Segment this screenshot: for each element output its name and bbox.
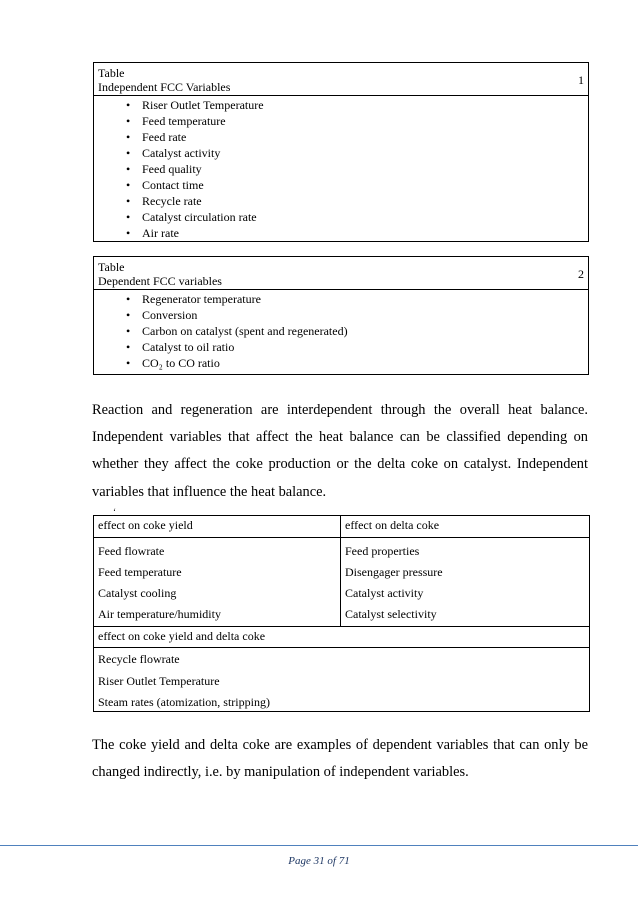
page-number: 31 [313,855,325,867]
bullet-icon: • [126,308,131,322]
header-cell: effect on coke yield [98,518,193,532]
list-item: • Riser Outlet Temperature [126,98,264,112]
table-cell: Catalyst activity [345,586,424,600]
table-independent-variables [93,62,589,242]
bullet-icon: • [126,178,131,192]
table-cell: Recycle flowrate [98,652,180,666]
list-item: • Feed rate [126,130,187,144]
table-cell: Feed flowrate [98,544,165,558]
page-prefix: Page [288,855,311,867]
footer-divider [0,845,638,846]
page-total: 71 [338,855,350,867]
list-item: • Feed quality [126,162,202,176]
table-number: 1 [578,73,584,87]
heat-balance-table [93,515,590,712]
bullet-icon: • [126,114,131,128]
table-label: Table [98,260,125,274]
bullet-icon: • [126,356,131,370]
bullet-icon: • [126,340,131,354]
table-cell: Catalyst selectivity [345,607,437,621]
list-item: • Conversion [126,308,198,322]
table-cell: Feed properties [345,544,420,558]
bullet-icon: • [126,210,131,224]
row-divider [94,537,589,538]
bullet-icon: • [126,162,131,176]
body-paragraph: Reaction and regeneration are interdependent through the overall heat balance. Independent variables that affect the heat balance can be classified depending on whether they affect the coke production or the delta coke on catalyst. Independent variables that influence the heat balance. [92,402,588,500]
table-cell: Riser Outlet Temperature [98,674,220,688]
list-item: • Contact time [126,178,204,192]
bullet-icon: • [126,292,131,306]
list-item: • Air rate [126,226,179,240]
page-footer [0,855,638,867]
table-title: Dependent FCC variables [98,274,222,288]
bullet-icon: • [126,98,131,112]
table-dependent-variables [93,256,589,375]
bullet-icon: • [126,226,131,240]
list-item: • Feed temperature [126,114,226,128]
list-item: • Catalyst activity [126,146,221,160]
table-cell: Catalyst cooling [98,586,177,600]
table-label: Table [98,66,125,80]
body-paragraph: The coke yield and delta coke are examples of dependent variables that can only be changed indirectly, i.e. by manipulation of independent variables. [92,737,588,781]
page-of: of [327,855,336,867]
table-cell: Disengager pressure [345,565,443,579]
table-caption [94,63,588,96]
table-title: Independent FCC Variables [98,80,231,94]
variable-list [94,290,588,371]
row-divider [94,626,589,627]
table-cell: Feed temperature [98,565,182,579]
list-item: • Regenerator temperature [126,292,261,306]
bullet-icon: • [126,194,131,208]
bullet-icon: • [126,130,131,144]
table-header-row [94,516,589,537]
header-cell: effect on coke yield and delta coke [98,629,266,643]
header-cell: effect on delta coke [345,518,440,532]
list-item: • Recycle rate [126,194,202,208]
row-divider [94,647,589,648]
stray-mark: ‘ [113,507,116,517]
bullet-icon: • [126,324,131,338]
table-caption [94,257,588,290]
list-item: • CO₂ to CO ratio [126,356,220,370]
list-item: • Carbon on catalyst (spent and regenerated) [126,324,348,338]
variable-list [94,96,588,241]
list-item: • Catalyst to oil ratio [126,340,235,354]
table-number: 2 [578,267,584,281]
table-cell: Steam rates (atomization, stripping) [98,695,270,709]
table-cell: Air temperature/humidity [98,607,221,621]
bullet-icon: • [126,146,131,160]
list-item: • Catalyst circulation rate [126,210,257,224]
